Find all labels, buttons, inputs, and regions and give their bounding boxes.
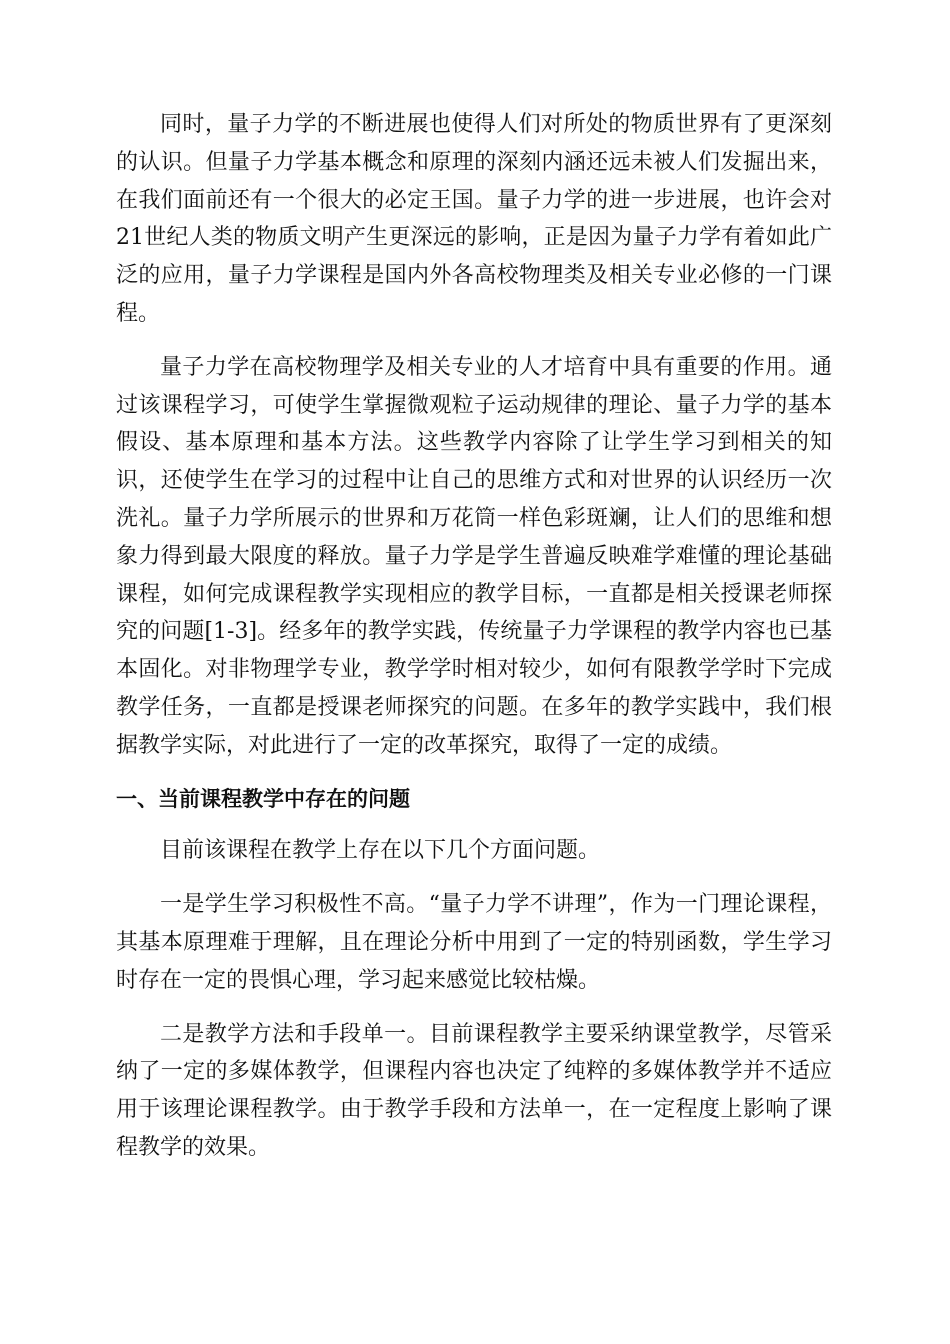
section-heading-problems: 一、当前课程教学中存在的问题 <box>116 786 410 811</box>
paragraph-quantum-role: 量子力学在高校物理学及相关专业的人才培育中具有重要的作用。通过该课程学习，可使学生掌握微观粒子运动规律的理论、量子力学的基本假设、基本原理和基本方法。这些教学内容除了让学生学习到相关的知识，还使学生在学习的过程中让自己的思维方式和对世界的认识经历一次洗礼。量子力学所展示的世界和万花筒一样色彩斑斓，让人们的思维和想象力得到最大限度的释放。量子力学是学生普遍反映难学难懂的理论基础课程，如何完成课程教学实现相应的教学目标，一直都是相关授课老师探究的问题[1-3]。经多年的教学实践，传统量子力学课程的教学内容也已基本固化。对非物理学专业，教学学时相对较少，如何有限教学学时下完成教学任务，一直都是授课老师探究的问题。在多年的教学实践中，我们根据教学实际，对此进行了一定的改革探究，取得了一定的成绩。 <box>116 354 832 758</box>
paragraph-problem-one: 一是学生学习积极性不高。“量子力学不讲理”，作为一门理论课程，其基本原理难于理解，且在理论分析中用到了一定的特别函数，学生学习时存在一定的畏惧心理，学习起来感觉比较枯燥。 <box>116 892 832 993</box>
paragraph-quantum-progress: 同时，量子力学的不断进展也使得人们对所处的物质世界有了更深刻的认识。但量子力学基本概念和原理的深刻内涵还远未被人们发掘出来，在我们面前还有一个很大的必定王国。量子力学的进一步进展，也许会对21世纪人类的物质文明产生更深远的影响，正是因为量子力学有着如此广泛的应用，量子力学课程是国内外各高校物理类及相关专业必修的一门课程。 <box>116 112 832 326</box>
paragraph-problem-two: 二是教学方法和手段单一。目前课程教学主要采纳课堂教学，尽管采纳了一定的多媒体教学，但课程内容也决定了纯粹的多媒体教学并不适应用于该理论课程教学。由于教学手段和方法单一，在一定程度上影响了课程教学的效果。 <box>116 1021 832 1160</box>
paragraph-problems-intro: 目前该课程在教学上存在以下几个方面问题。 <box>160 838 601 864</box>
